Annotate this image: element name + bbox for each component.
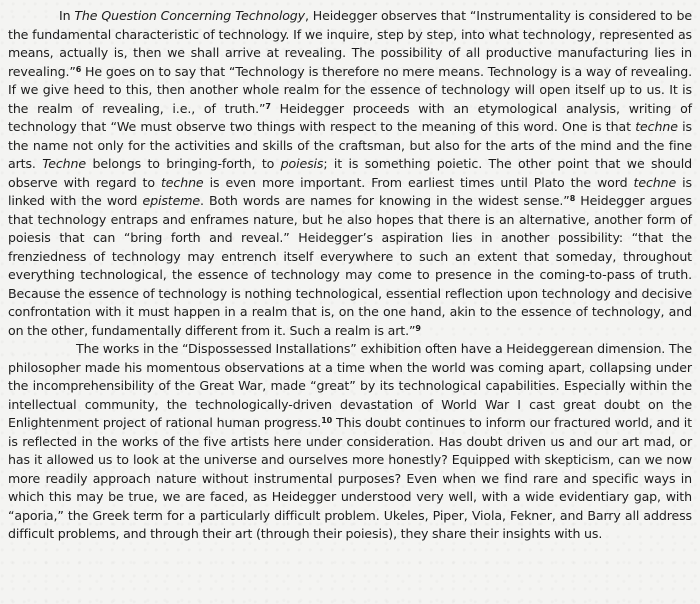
text: is linked with the word (8, 174, 692, 208)
term-techne: Techne (42, 156, 87, 171)
term-poiesis: poiesis (280, 156, 324, 171)
text: He goes on to say that “Technology is therefore no mere means. Technology is a way of revealing. If we give heed to this, then another whole realm for the essence of technology will open itself up to us. It is the realm of revealing, i.e., of truth.” (8, 63, 692, 116)
text: is even more important. From earliest times until Plato the word (203, 174, 634, 190)
footnote-ref-10: 10 (321, 416, 333, 425)
text: The works in the “Dispossessed Installations” exhibition often have a Heideggerean dimension. The philosopher made his momentous observations at a time when the world was coming apart, collapsing under the incomprehensibility of the Great War, made “great” by its technological capabilities. Especially within the intellectual community, the technologically-driven devastation of World War I cast great doubt on the Enlightenment project of rational human progress. (8, 341, 692, 430)
footnote-ref-6: 6 (75, 64, 82, 74)
paragraph-dispossessed-installations (8, 340, 692, 544)
text: Heidegger argues that technology entraps and enframes nature, but he also hopes that there is an alternative, another form of poiesis that can “bring forth and reveal.” Heidegger’s aspiration lies in another possibility: “that the frenziedness of technology may entrench itself everywhere to such an extent that someday, throughout everything technological, the essence of technology may come to presence in the coming-to-pass of truth. Because the essence of technology is nothing technological, essential reflection upon technology and decisive confrontation with it must happen in a realm that is, on the one hand, akin to the essence of technology, and on the other, fundamentally different from it. Such a realm is art.” (8, 193, 692, 338)
text: In (59, 8, 75, 23)
text: belongs to bringing-forth, to (86, 156, 281, 171)
footnote-ref-9: 9 (415, 323, 421, 333)
footnote-ref-8: 8 (569, 194, 576, 203)
term-techne: techne (635, 119, 678, 134)
footnote-ref-7: 7 (265, 101, 271, 111)
term-techne: techne (633, 174, 677, 190)
text: is the name not only for the activities and skills of the craftsman, but also for the arts of the mind and the fine arts. (8, 119, 692, 171)
paragraph-heidegger-technology (8, 7, 692, 340)
term-techne: techne (160, 174, 204, 190)
text: , Heidegger observes that “Instrumentality is considered to be the fundamental characteristic of technology. If we inquire, step by step, into what technology, represented as means, actually is, then we shall arrive at revealing. The possibility of all productive manufacturing lies in revealing.” (8, 8, 693, 79)
text: ; it is something poietic. The other point that we should observe with regard to (8, 156, 692, 190)
book-title: The Question Concerning Technology (74, 8, 305, 23)
term-episteme: episteme (142, 193, 200, 208)
text: . Both words are names for knowing in the widest sense.” (199, 193, 570, 208)
text: Heidegger proceeds with an etymological analysis, writing of technology that “We must observe two things with respect to the meaning of this word. One is that (8, 100, 692, 134)
text: This doubt continues to inform our fractured world, and it is reflected in the works of the five artists here under consideration. Has doubt driven us and our art mad, or has it allowed us to look at the universe and ourselves more honestly? Equipped with skepticism, can we now more readily approach nature without instrumental purposes? Even when we find rare and specific ways in which this may be true, we are faced, as Heidegger understood very well, with a wide evidentiary gap, with “aporia,” the Greek term for a particularly difficult problem. Ukeles, Piper, Viola, Fekner, and Barry all address difficult problems, and through their art (through their poiesis), they share their insights with us. (8, 415, 692, 541)
